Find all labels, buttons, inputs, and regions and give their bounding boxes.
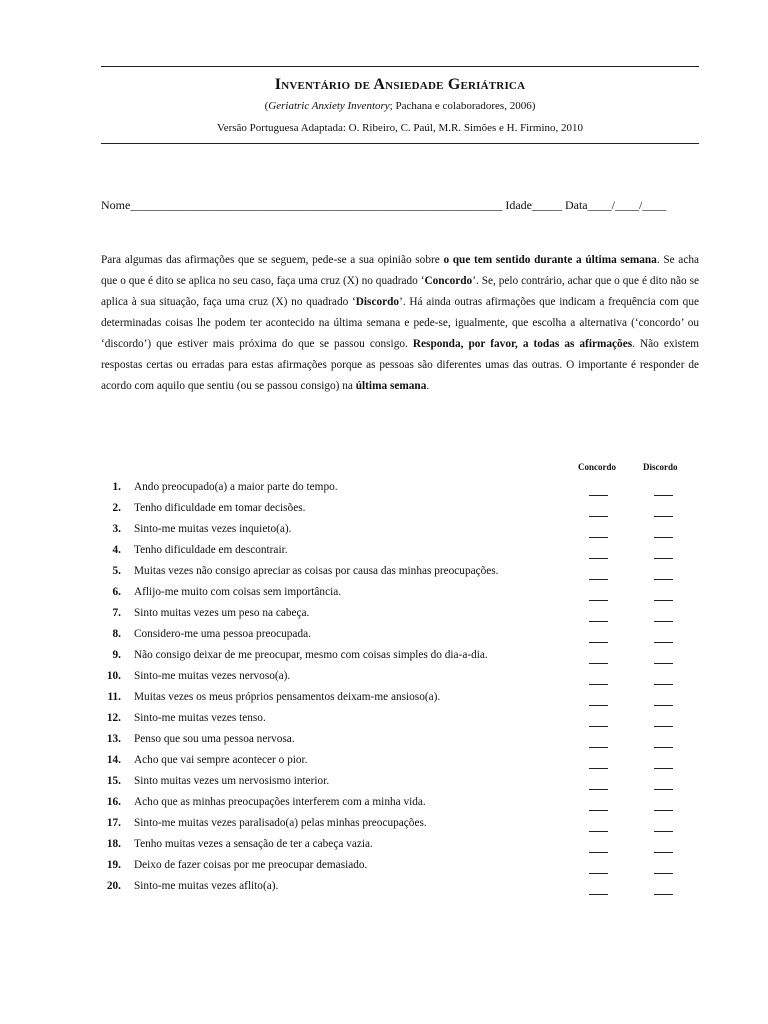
instr-text-2: . Se acha que o que é dito se aplica no seu caso, faça uma cruz (X) no quadrado ‘: [101, 254, 699, 287]
item-number: 12.: [106, 712, 121, 724]
item-number: 1.: [112, 481, 121, 493]
agree-answer-blank[interactable]: [589, 705, 608, 706]
header: [101, 74, 699, 136]
item-statement: Sinto-me muitas vezes paralisado(a) pelas minhas preocupações.: [134, 817, 427, 829]
item-statement: Muitas vezes os meus próprios pensamentos deixam-me ansioso(a).: [134, 691, 441, 703]
agree-answer-blank[interactable]: [589, 747, 608, 748]
disagree-answer-blank[interactable]: [654, 726, 673, 727]
item-statement: Considero-me uma pessoa preocupada.: [134, 628, 311, 640]
item-number: 3.: [112, 523, 121, 535]
item-number: 10.: [106, 670, 121, 682]
subtitle-suffix: ; Pachana e colaboradores, 2006): [389, 100, 536, 112]
item-statement: Tenho dificuldade em descontrair.: [134, 544, 288, 556]
agree-answer-blank[interactable]: [589, 558, 608, 559]
agree-answer-blank[interactable]: [589, 810, 608, 811]
item-number: 16.: [106, 796, 121, 808]
list-item: [101, 754, 699, 775]
agree-answer-blank[interactable]: [589, 684, 608, 685]
list-item: [101, 502, 699, 523]
item-number: 8.: [112, 628, 121, 640]
agree-answer-blank[interactable]: [589, 852, 608, 853]
disagree-answer-blank[interactable]: [654, 789, 673, 790]
item-number: 17.: [106, 817, 121, 829]
agree-answer-blank[interactable]: [589, 642, 608, 643]
instr-text-3: ’. Se, pelo contrário, achar que o que é dito não se aplica à sua situação, faça uma cruz (X) no quadrado ‘: [101, 275, 699, 308]
instr-text-4: ’. Há ainda outras afirmações que indicam a frequência com que determinadas coisas lhe podem ter acontecido na última semana e pede-se, igualmente, que escolha a alternativa (‘concordo’ ou ‘discordo’) que estiver mais próxima do que se passou consigo.: [101, 296, 699, 350]
instr-bold-4: Responda, por favor, a todas as afirmações: [412, 338, 633, 350]
item-number: 11.: [107, 691, 121, 703]
agree-answer-blank[interactable]: [589, 894, 608, 895]
instructions-paragraph: [101, 250, 699, 397]
column-header-agree: Concordo: [578, 462, 616, 472]
list-item: [101, 838, 699, 859]
item-number: 7.: [112, 607, 121, 619]
disagree-answer-blank[interactable]: [654, 537, 673, 538]
agree-answer-blank[interactable]: [589, 726, 608, 727]
list-item: [101, 733, 699, 754]
list-item: [101, 586, 699, 607]
subtitle-original-name: Geriatric Anxiety Inventory: [268, 100, 390, 112]
header-top-rule: [101, 66, 699, 67]
item-number: 20.: [106, 880, 121, 892]
item-statement: Deixo de fazer coisas por me preocupar demasiado.: [134, 859, 368, 871]
list-item: [101, 649, 699, 670]
list-item: [101, 691, 699, 712]
item-statement: Sinto-me muitas vezes inquieto(a).: [134, 523, 292, 535]
disagree-answer-blank[interactable]: [654, 579, 673, 580]
item-statement: Tenho muitas vezes a sensação de ter a cabeça vazia.: [134, 838, 373, 850]
agree-answer-blank[interactable]: [589, 516, 608, 517]
item-number: 15.: [106, 775, 121, 787]
column-header-disagree: Discordo: [643, 462, 678, 472]
list-item: [101, 880, 699, 901]
instr-text-1: Para algumas das afirmações que se seguem, pede-se a sua opinião sobre: [101, 254, 444, 266]
disagree-answer-blank[interactable]: [654, 600, 673, 601]
document-title: Inventário de Ansiedade Geriátrica: [274, 76, 526, 93]
version-credits: Versão Portuguesa Adaptada: O. Ribeiro, C. Paúl, M.R. Simões e H. Firmino, 2010: [216, 122, 584, 134]
agree-answer-blank[interactable]: [589, 600, 608, 601]
disagree-answer-blank[interactable]: [654, 495, 673, 496]
instr-text-6: .: [426, 380, 430, 392]
list-item: [101, 670, 699, 691]
item-statement: Sinto muitas vezes um peso na cabeça.: [134, 607, 310, 619]
instr-bold-1: o que tem sentido durante a última semana: [443, 254, 657, 266]
item-statement: Muitas vezes não consigo apreciar as coisas por causa das minhas preocupações.: [134, 565, 499, 577]
disagree-answer-blank[interactable]: [654, 642, 673, 643]
disagree-answer-blank[interactable]: [654, 516, 673, 517]
item-statement: Não consigo deixar de me preocupar, mesmo com coisas simples do dia-a-dia.: [134, 649, 488, 661]
item-number: 4.: [112, 544, 121, 556]
item-statement: Tenho dificuldade em tomar decisões.: [134, 502, 306, 514]
agree-answer-blank[interactable]: [589, 537, 608, 538]
disagree-answer-blank[interactable]: [654, 747, 673, 748]
disagree-answer-blank[interactable]: [654, 621, 673, 622]
list-item: [101, 607, 699, 628]
disagree-answer-blank[interactable]: [654, 663, 673, 664]
item-number: 5.: [112, 565, 121, 577]
list-item: [101, 523, 699, 544]
disagree-answer-blank[interactable]: [654, 768, 673, 769]
item-number: 2.: [112, 502, 121, 514]
item-statement: Sinto muitas vezes um nervosismo interior.: [134, 775, 330, 787]
list-item: [101, 775, 699, 796]
item-number: 14.: [106, 754, 121, 766]
disagree-answer-blank[interactable]: [654, 831, 673, 832]
agree-answer-blank[interactable]: [589, 663, 608, 664]
disagree-answer-blank[interactable]: [654, 810, 673, 811]
subtitle-prefix: (: [264, 100, 269, 112]
item-number: 6.: [112, 586, 121, 598]
list-item: [101, 796, 699, 817]
item-number: 18.: [106, 838, 121, 850]
list-item: [101, 481, 699, 502]
list-item: [101, 712, 699, 733]
name-age-date-fields[interactable]: Nome______________________________________________________________ Idade_____ Data____/____/____: [101, 198, 667, 212]
item-number: 13.: [106, 733, 121, 745]
agree-answer-blank[interactable]: [589, 789, 608, 790]
agree-answer-blank[interactable]: [589, 768, 608, 769]
disagree-answer-blank[interactable]: [654, 894, 673, 895]
disagree-answer-blank[interactable]: [654, 852, 673, 853]
item-statement: Penso que sou uma pessoa nervosa.: [134, 733, 295, 745]
agree-answer-blank[interactable]: [589, 579, 608, 580]
item-statement: Acho que as minhas preocupações interferem com a minha vida.: [134, 796, 426, 808]
item-statement: Sinto-me muitas vezes nervoso(a).: [134, 670, 291, 682]
document-subtitle: [101, 98, 699, 114]
item-number: 9.: [112, 649, 121, 661]
instr-text-5: . Não existem respostas certas ou erradas para estas afirmações porque as pessoas são diferentes umas das outras. O importante é responder de acordo com aquilo que sentiu (ou se passou consigo) na: [101, 338, 699, 392]
list-item: [101, 817, 699, 838]
disagree-answer-blank[interactable]: [654, 705, 673, 706]
list-item: [101, 565, 699, 586]
item-statement: Acho que vai sempre acontecer o pior.: [134, 754, 308, 766]
instr-bold-3: Discordo: [355, 296, 400, 308]
disagree-answer-blank[interactable]: [654, 684, 673, 685]
item-statement: Sinto-me muitas vezes tenso.: [134, 712, 266, 724]
disagree-answer-blank[interactable]: [654, 873, 673, 874]
item-statement: Ando preocupado(a) a maior parte do tempo.: [134, 481, 338, 493]
item-number: 19.: [106, 859, 121, 871]
agree-answer-blank[interactable]: [589, 495, 608, 496]
header-bottom-rule: [101, 143, 699, 144]
instr-bold-2: Concordo: [424, 275, 473, 287]
agree-answer-blank[interactable]: [589, 831, 608, 832]
disagree-answer-blank[interactable]: [654, 558, 673, 559]
list-item: [101, 859, 699, 880]
item-statement: Sinto-me muitas vezes aflito(a).: [134, 880, 279, 892]
instr-bold-5: última semana: [355, 380, 427, 392]
agree-answer-blank[interactable]: [589, 873, 608, 874]
list-item: [101, 628, 699, 649]
list-item: [101, 544, 699, 565]
item-statement: Aflijo-me muito com coisas sem importância.: [134, 586, 342, 598]
agree-answer-blank[interactable]: [589, 621, 608, 622]
